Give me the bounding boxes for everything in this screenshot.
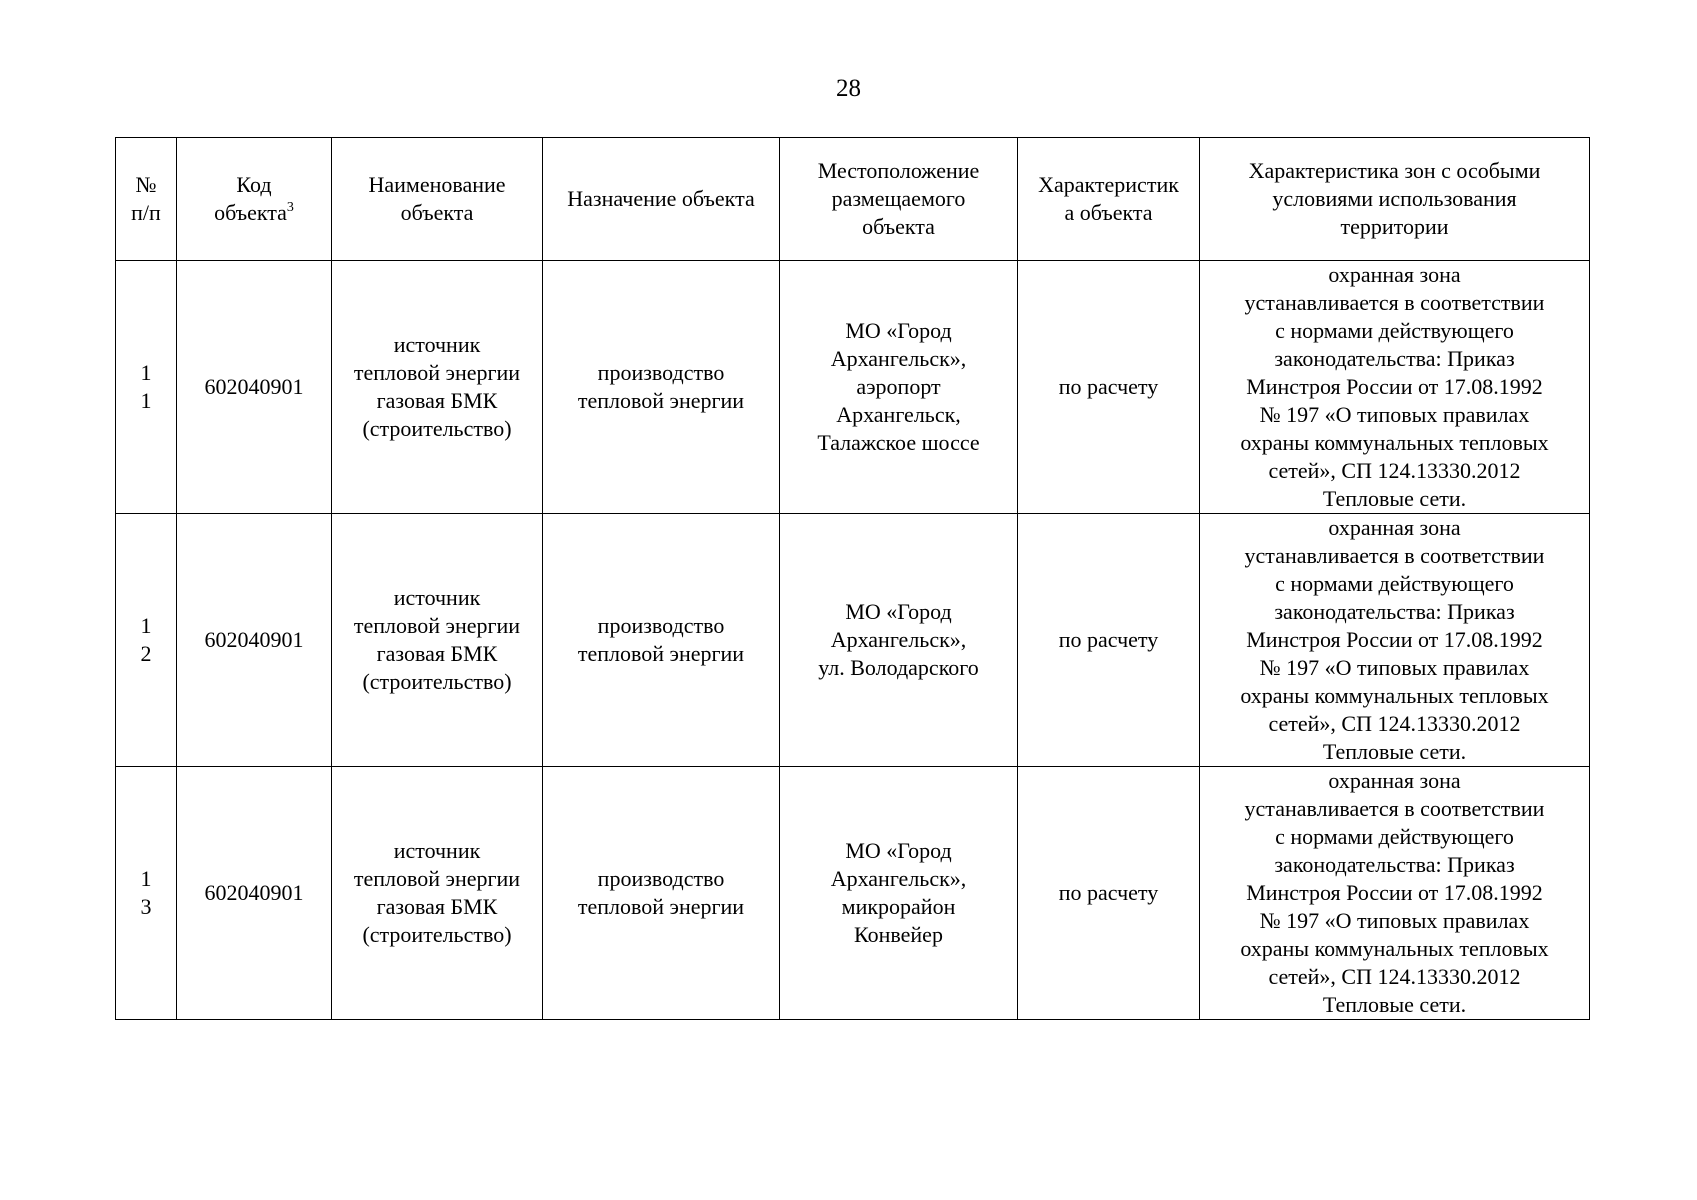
table-header-row — [116, 138, 1590, 261]
row-number-cell — [116, 514, 177, 767]
header-purpose: Назначение объекта — [543, 138, 780, 261]
object-name-cell: источник тепловой энергии газовая БМК (строительство) — [332, 767, 543, 1020]
header-zones: Характеристика зон с особыми условиями использования территории — [1200, 138, 1590, 261]
object-purpose-cell: производство тепловой энергии — [543, 261, 780, 514]
object-location-cell: МО «Город Архангельск», аэропорт Архангельск, Талажское шоссе — [780, 261, 1018, 514]
objects-table — [115, 137, 1590, 1020]
header-code-label: Код объекта — [214, 172, 287, 225]
row-number-part: 1 — [140, 360, 152, 385]
row-number-part: 2 — [140, 641, 152, 666]
table-row — [116, 514, 1590, 767]
object-code-cell: 602040901 — [177, 767, 332, 1020]
row-number-part: 3 — [140, 894, 152, 919]
object-characteristic-cell: по расчету — [1018, 514, 1200, 767]
row-number-cell — [116, 261, 177, 514]
header-name: Наименование объекта — [332, 138, 543, 261]
zone-characteristic-cell: охранная зона устанавливается в соответствии с нормами действующего законодательства: Приказ Минстроя России от 17.08.1992 № 197 «О типовых правилах охраны коммунальных тепловых сетей», СП 124.13330.2012 Тепловые сети. — [1200, 767, 1590, 1020]
header-characteristic: Характеристик а объекта — [1018, 138, 1200, 261]
table-row — [116, 261, 1590, 514]
page-number: 28 — [836, 75, 861, 102]
object-code-cell: 602040901 — [177, 261, 332, 514]
object-location-cell: МО «Город Архангельск», микрорайон Конвейер — [780, 767, 1018, 1020]
header-code-footnote: 3 — [286, 200, 294, 215]
zone-characteristic-cell: охранная зона устанавливается в соответствии с нормами действующего законодательства: Приказ Минстроя России от 17.08.1992 № 197 «О типовых правилах охраны коммунальных тепловых сетей», СП 124.13330.2012 Тепловые сети. — [1200, 261, 1590, 514]
header-num: № п/п — [116, 138, 177, 261]
object-name-cell: источник тепловой энергии газовая БМК (строительство) — [332, 514, 543, 767]
object-characteristic-cell: по расчету — [1018, 261, 1200, 514]
object-name-cell: источник тепловой энергии газовая БМК (строительство) — [332, 261, 543, 514]
row-number-part: 1 — [140, 866, 152, 891]
object-location-cell: МО «Город Архангельск», ул. Володарского — [780, 514, 1018, 767]
row-number-part: 1 — [140, 388, 152, 413]
table-row — [116, 767, 1590, 1020]
row-number-part: 1 — [140, 613, 152, 638]
object-purpose-cell: производство тепловой энергии — [543, 767, 780, 1020]
object-code-cell: 602040901 — [177, 514, 332, 767]
header-code — [177, 138, 332, 261]
zone-characteristic-cell: охранная зона устанавливается в соответствии с нормами действующего законодательства: Приказ Минстроя России от 17.08.1992 № 197 «О типовых правилах охраны коммунальных тепловых сетей», СП 124.13330.2012 Тепловые сети. — [1200, 514, 1590, 767]
object-characteristic-cell: по расчету — [1018, 767, 1200, 1020]
header-location: Местоположение размещаемого объекта — [780, 138, 1018, 261]
object-purpose-cell: производство тепловой энергии — [543, 514, 780, 767]
row-number-cell — [116, 767, 177, 1020]
